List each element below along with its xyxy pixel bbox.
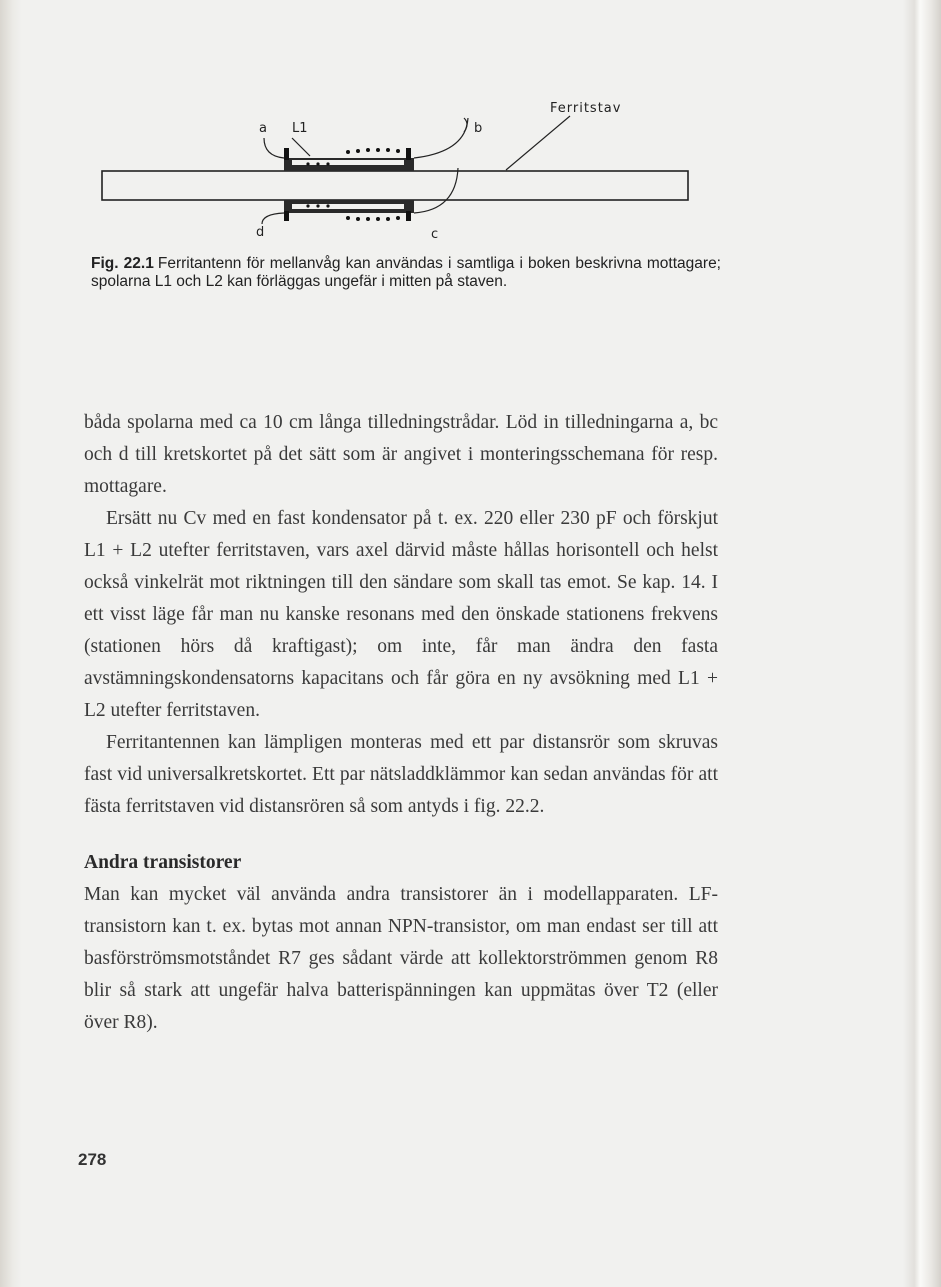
label-l1: L1 bbox=[292, 121, 308, 136]
paragraph-1: båda spolarna med ca 10 cm långa tilledningstrådar. Löd in tilledningarna a, bc och d till kretskortet på det sätt som är angivet i monteringsschemana för resp. mottagare. bbox=[84, 412, 718, 497]
lead-c bbox=[414, 168, 458, 213]
ferrite-rod bbox=[102, 171, 688, 200]
label-c: c bbox=[431, 227, 439, 242]
section-paragraph: Man kan mycket väl använda andra transistorer än i modellapparaten. LF-transistorn kan t. ex. bytas mot annan NPN-transistor, om man endast ser till att basförströmsmotståndet R7 ges sådant värde att kollektorströmmen genom R8 blir så stark att ungefär halva batterispänningen kan uppmätas över T2 (eller över R8). bbox=[84, 884, 718, 1033]
lead-l1-pointer bbox=[292, 138, 310, 156]
caption-text: Ferritantenn för mellanvåg kan användas i samtliga i boken beskrivna mottagare; spolarna L1 och L2 kan förläggas ungefär i mitten på staven. bbox=[91, 255, 721, 290]
lead-b bbox=[414, 118, 468, 158]
figure-number: Fig. 22.1 bbox=[91, 255, 154, 272]
ferritstav-pointer bbox=[506, 116, 570, 170]
page-gutter-left bbox=[0, 0, 22, 1287]
label-ferritstav: Ferritstav bbox=[550, 101, 622, 116]
ferrite-antenna-diagram bbox=[96, 100, 696, 250]
page-edge-right bbox=[903, 0, 941, 1287]
body-text bbox=[84, 407, 718, 1039]
label-d: d bbox=[256, 225, 265, 240]
lead-a bbox=[264, 138, 284, 158]
figure-caption bbox=[91, 255, 721, 290]
paragraph-3: Ferritantennen kan lämpligen monteras med ett par distansrör som skruvas fast vid universalkretskortet. Ett par nätsladdklämmor kan sedan användas för att fästa ferritstaven vid distansrören så som antyds i fig. 22.2. bbox=[84, 732, 718, 817]
paragraph-2: Ersätt nu Cv med en fast kondensator på t. ex. 220 eller 230 pF och förskjut L1 + L2 utefter ferritstaven, vars axel därvid måste hållas horisontell och helst också vinkelrät mot riktningen till den sändare som skall tas emot. Se kap. 14. I ett visst läge får man nu kanske resonans med den önskade stationens frekvens (stationen hörs då kraftigast); om inte, får man ändra den fasta avstämningskondensatorns kapacitans och får göra en ny avsökning med L1 + L2 utefter ferritstaven. bbox=[84, 508, 718, 721]
section-heading: Andra transistorer bbox=[84, 852, 242, 873]
page-number: 278 bbox=[78, 1150, 107, 1169]
lead-d bbox=[262, 213, 284, 224]
label-b: b bbox=[474, 121, 483, 136]
ferrite-antenna-figure bbox=[96, 100, 696, 250]
label-a: a bbox=[259, 121, 267, 136]
